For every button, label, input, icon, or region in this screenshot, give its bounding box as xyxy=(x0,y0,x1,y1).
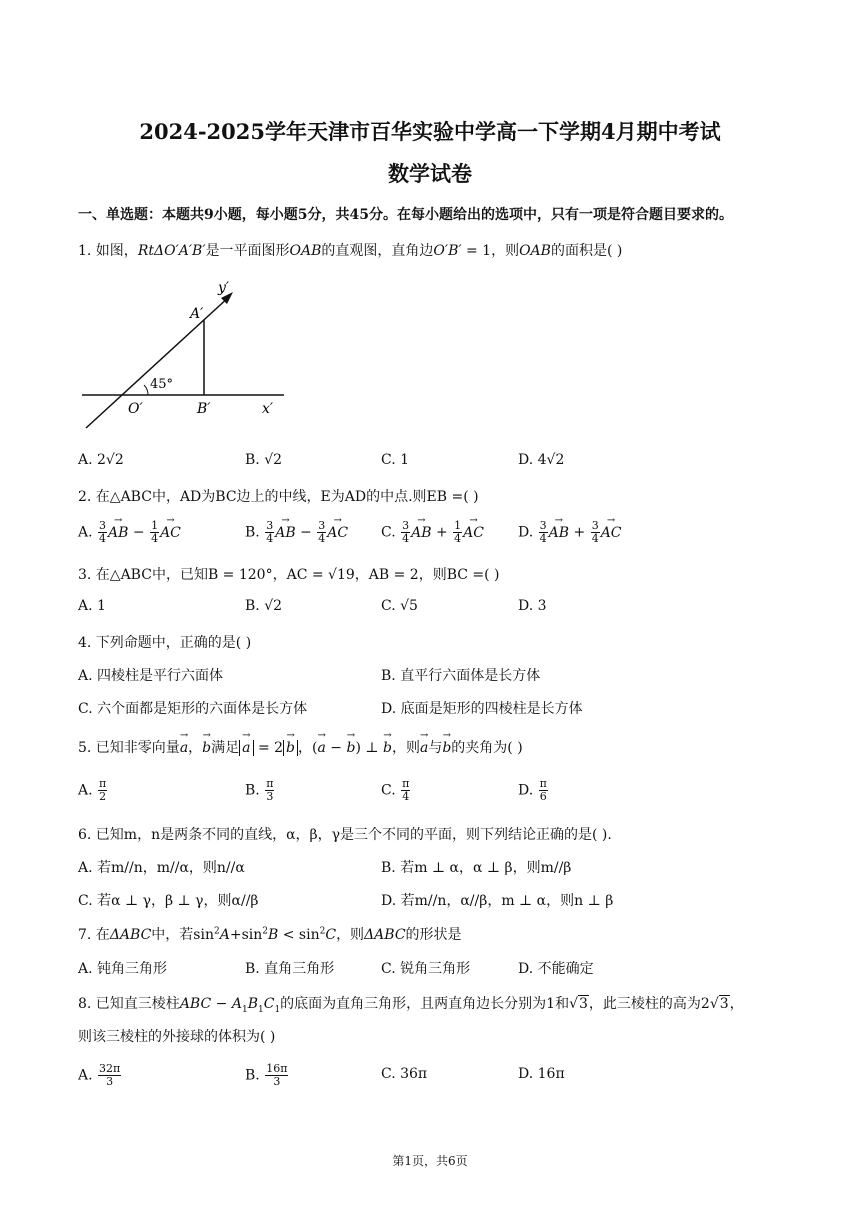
label-A: A′ xyxy=(190,306,204,322)
q8-option-a: A. $\frac{32\pi}{3}$ xyxy=(78,1062,121,1088)
q5-stem: 5. 已知非零向量→ a，→ b满足→ a = 2→ b ，(→ a − → b) ⊥ → b，则→ a与→ b的夹角为( ) xyxy=(78,737,523,757)
label-x: x′ xyxy=(262,401,274,417)
q2-option-b: B. $\frac{3}{4}$ → AB − $\frac{3}{4}$ → AC xyxy=(245,520,348,545)
label-B: B′ xyxy=(197,401,211,417)
q1-option-d: D. 4√2 xyxy=(518,452,565,468)
q2-option-a: A. $\frac{3}{4}$ → AB − $\frac{1}{4}$ → AC xyxy=(78,520,181,545)
q6-option-d: D. 若m//n，α//β，m ⊥ α，则n ⊥ β xyxy=(381,893,614,909)
q8-option-d: D. 16π xyxy=(518,1066,565,1082)
q4-option-b: B. 直平行六面体是长方体 xyxy=(381,668,541,684)
q2-option-d: D. $\frac{3}{4}$ → AB + $\frac{3}{4}$ → AC xyxy=(518,520,622,545)
q8-stem-line2: 则该三棱柱的外接球的体积为( ) xyxy=(78,1029,276,1045)
q2-option-c: C. $\frac{3}{4}$ → AB + $\frac{1}{4}$ → AC xyxy=(381,520,484,545)
section-heading: 一、单选题：本题共9小题，每小题5分，共45分。在每小题给出的选项中，只有一项是符合题目要求的。 xyxy=(78,207,733,223)
page-footer: 第1页，共6页 xyxy=(392,1154,468,1168)
label-y: y′ xyxy=(218,280,230,296)
q5-option-a: A. $\frac{\pi}{2}$ xyxy=(78,777,107,803)
q5-option-b: B. $\frac{\pi}{3}$ xyxy=(245,777,274,803)
q8-option-b: B. $\frac{16\pi}{3}$ xyxy=(245,1062,288,1088)
angle-arc xyxy=(144,385,148,395)
q5-option-c: C. $\frac{\pi}{4}$ xyxy=(381,777,410,803)
q3-option-a: A. 1 xyxy=(78,598,106,614)
oblique-figure xyxy=(78,272,298,437)
q7-stem: 7. 在ΔABC中，若$\sin^2A+\sin^2B < \sin^2C$，则ΔABC的形状是 xyxy=(78,926,462,943)
q1-option-a: A. 2√2 xyxy=(78,452,124,468)
q6-option-b: B. 若m ⊥ α，α ⊥ β，则m//β xyxy=(381,860,572,876)
page-subtitle: 数学试卷 xyxy=(388,161,472,186)
q7-option-a: A. 钝角三角形 xyxy=(78,961,168,977)
q4-stem: 4. 下列命题中，正确的是( ) xyxy=(78,635,252,651)
q3-stem: 3. 在△ABC中，已知B = 120°，AC = √19，AB = 2，则BC =( ) xyxy=(78,567,500,583)
q1-option-b: B. √2 xyxy=(245,452,283,468)
q7-option-c: C. 锐角三角形 xyxy=(381,961,471,977)
q8-option-c: C. 36π xyxy=(381,1066,428,1082)
q3-option-d: D. 3 xyxy=(518,598,547,614)
q3-option-c: C. √5 xyxy=(381,598,418,614)
page-title: 2024-2025学年天津市百华实验中学高一下学期4月期中考试 xyxy=(139,119,721,144)
q6-stem: 6. 已知m，n是两条不同的直线，α，β，γ是三个不同的平面，则下列结论正确的是( ). xyxy=(78,827,612,843)
label-O: O′ xyxy=(128,401,143,417)
q8-stem: 8. 已知直三棱柱ABC − $A_1B_1C_1$的底面为直角三角形，且两直角边长分别为1和√3，此三棱柱的高为2√3， xyxy=(78,996,744,1015)
q6-option-a: A. 若m//n，m//α，则n//α xyxy=(78,860,245,876)
q4-option-c: C. 六个面都是矩形的六面体是长方体 xyxy=(78,701,308,717)
label-angle: 45° xyxy=(150,377,174,392)
q2-stem: 2. 在△ABC中，AD为BC边上的中线，E为AD的中点.则EB =( ) xyxy=(78,489,479,505)
q7-option-b: B. 直角三角形 xyxy=(245,961,335,977)
q7-option-d: D. 不能确定 xyxy=(518,961,594,977)
q1-stem: 1. 如图，RtΔO′A′B′是一平面图形OAB的直观图，直角边O′B′ = 1，则OAB的面积是( ) xyxy=(78,243,623,259)
q3-option-b: B. √2 xyxy=(245,598,283,614)
q5-option-d: D. $\frac{\pi}{6}$ xyxy=(518,777,547,803)
q4-option-d: D. 底面是矩形的四棱柱是长方体 xyxy=(381,701,583,717)
q1-option-c: C. 1 xyxy=(381,452,410,468)
q4-option-a: A. 四棱柱是平行六面体 xyxy=(78,668,224,684)
q6-option-c: C. 若α ⊥ γ，β ⊥ γ，则α//β xyxy=(78,893,259,909)
